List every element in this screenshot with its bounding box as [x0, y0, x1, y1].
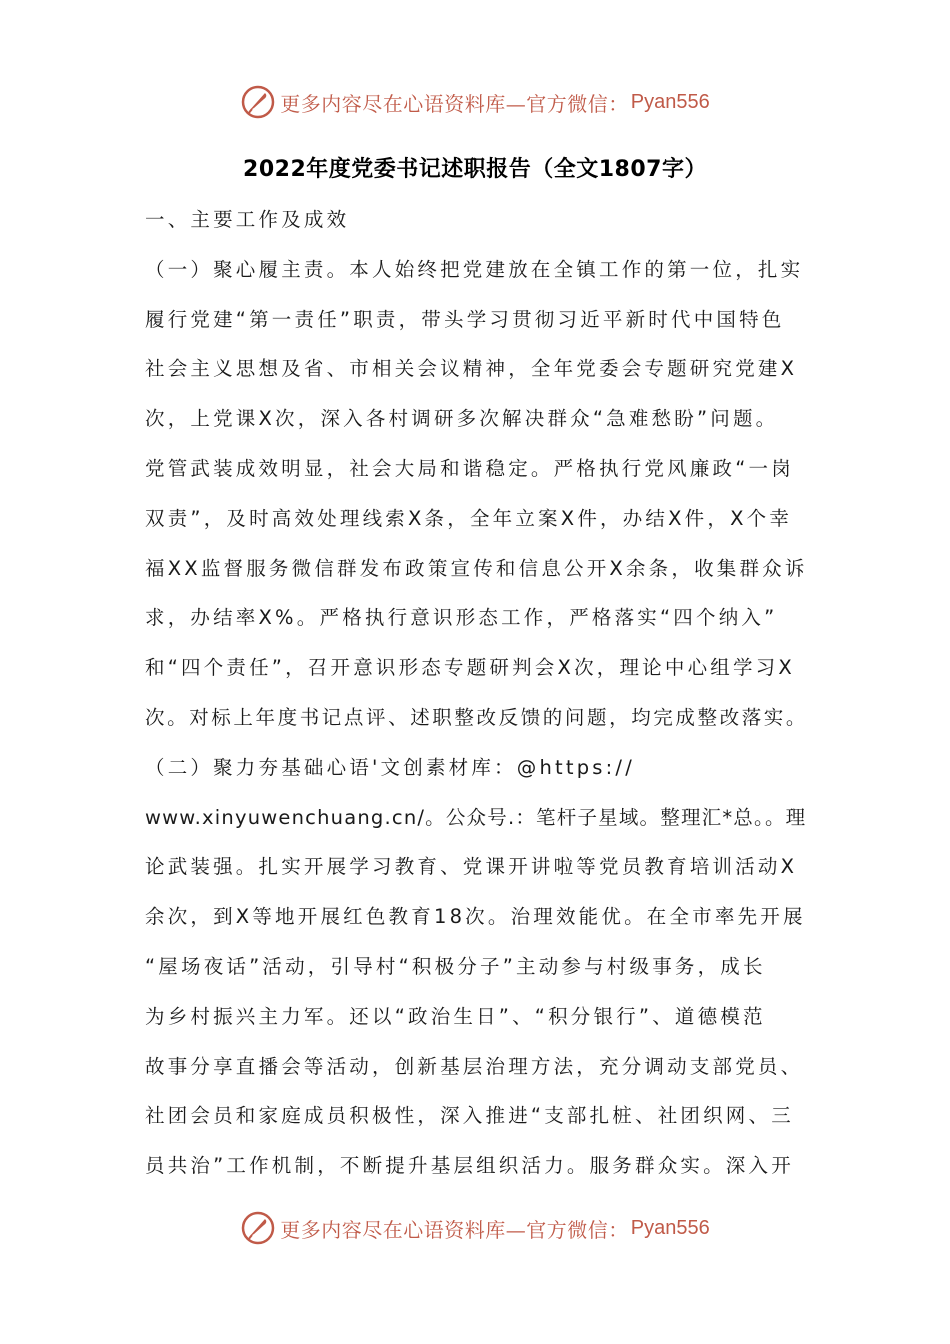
footer-watermark-banner — [0, 1208, 950, 1248]
watermark-wechat-id: Pyan556 — [630, 1216, 710, 1239]
body-line: （一）聚心履主责。本人始终把党建放在全镇工作的第一位，扎实 — [145, 257, 804, 281]
body-line: 次，上党课X次，深入各村调研多次解决群众“急难愁盼”问题。 — [145, 407, 779, 431]
body-line: 社团会员和家庭成员积极性，深入推进“支部扎桩、社团织网、三 — [145, 1104, 794, 1128]
quill-logo-icon — [240, 84, 276, 120]
watermark-text: 更多内容尽在心语资料库—官方微信： — [280, 91, 629, 116]
watermark-text: 更多内容尽在心语资料库—官方微信： — [280, 1217, 629, 1242]
body-line: 为乡村振兴主力军。还以“政治生日”、“积分银行”、道德模范 — [145, 1004, 766, 1028]
body-line: 求，办结率X%。严格执行意识形态工作，严格落实“四个纳入” — [145, 606, 778, 630]
body-line: 次。对标上年度书记点评、述职整改反馈的问题，均完成整改落实。 — [145, 705, 808, 729]
body-line: 社会主义思想及省、市相关会议精神，全年党委会专题研究党建X — [145, 357, 798, 381]
body-line: 福XX监督服务微信群发布政策宣传和信息公开X余条，收集群众诉 — [145, 556, 808, 580]
document-title: 2022年度党委书记述职报告（全文1807字） — [243, 157, 707, 182]
body-line: 员共治”工作机制，不断提升基层组织活力。服务群众实。深入开 — [145, 1154, 794, 1178]
body-line: “屋场夜话”活动，引导村“积极分子”主动参与村级事务，成长 — [145, 954, 766, 978]
body-line: 论武装强。扎实开展学习教育、党课开讲啦等党员教育培训活动X — [145, 855, 798, 879]
body-line: www.xinyuwenchuang.cn/。公众号.：笔杆子星域。整理汇*总。。理 — [145, 805, 807, 829]
body-line: （二）聚力夯基础心语'文创素材库：@https:// — [145, 755, 635, 779]
watermark-wechat-id: Pyan556 — [630, 90, 710, 113]
document-body — [145, 195, 808, 1191]
quill-logo-icon — [240, 1210, 276, 1246]
body-line: 和“四个责任”，召开意识形态专题研判会X次，理论中心组学习X — [145, 656, 795, 680]
body-line: 双责”，及时高效处理线索X条，全年立案X件，办结X件，X个幸 — [145, 506, 793, 530]
body-line: 余次，到X等地开展红色教育18次。治理效能优。在全市率先开展 — [145, 905, 806, 929]
header-watermark-banner — [0, 82, 950, 122]
body-line: 故事分享直播会等活动，创新基层治理方法，充分调动支部党员、 — [145, 1054, 804, 1078]
body-line: 党管武装成效明显，社会大局和谐稳定。严格执行党风廉政“一岗 — [145, 456, 794, 480]
section-heading: 一、主要工作及成效 — [145, 208, 350, 231]
body-line: 履行党建“第一责任”职责，带头学习贯彻习近平新时代中国特色 — [145, 307, 785, 331]
